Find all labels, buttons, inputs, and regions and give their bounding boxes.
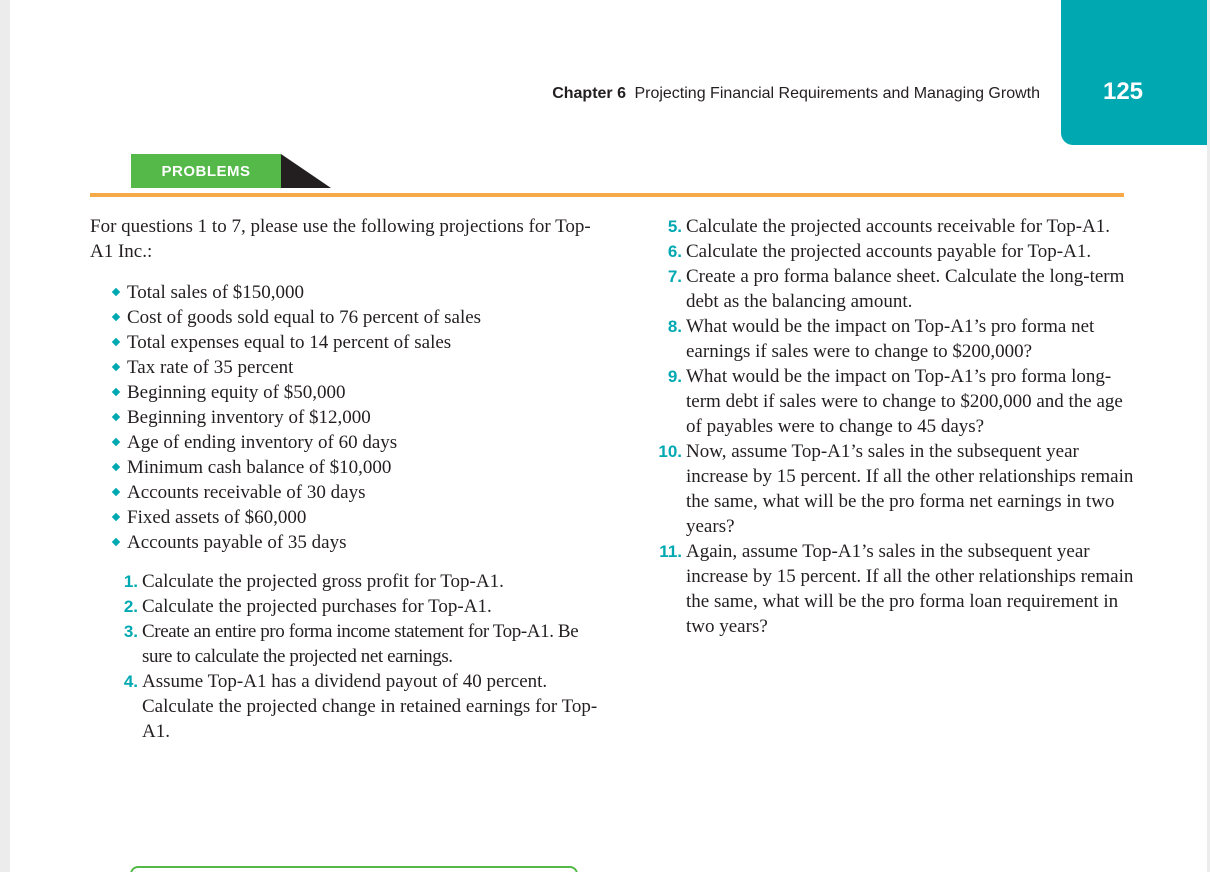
bullet-text: Age of ending inventory of 60 days (127, 432, 398, 453)
right-column (634, 214, 1134, 639)
question-number: 3. (123, 622, 138, 641)
question-item (634, 364, 1134, 439)
question-item (634, 214, 1134, 239)
left-column (90, 214, 610, 744)
question-number: 6. (667, 242, 682, 261)
question-number: 8. (667, 317, 682, 336)
bullet-text: Total sales of $150,000 (127, 282, 305, 303)
bullet-text: Fixed assets of $60,000 (127, 507, 307, 528)
list-item (112, 430, 610, 455)
question-text: Calculate the projected accounts receivable for Top-A1. (686, 216, 1111, 237)
list-item (112, 305, 610, 330)
question-number: 9. (667, 367, 682, 386)
question-text: Calculate the projected purchases for Top-A1. (142, 596, 492, 617)
diamond-bullet-icon (112, 488, 120, 496)
running-header (552, 85, 1040, 103)
section-divider (90, 193, 1124, 197)
projection-list (90, 280, 610, 555)
question-text: Now, assume Top-A1’s sales in the subsequent year increase by 15 percent. If all the other relationships remain the same, what will be the pro forma net earnings in two years? (686, 441, 1134, 537)
question-text: What would be the impact on Top-A1’s pro forma net earnings if sales were to change to $200,000? (686, 316, 1095, 362)
question-text: Create an entire pro forma income statement for Top-A1. Be sure to calculate the projected net earnings. (142, 621, 579, 667)
diamond-bullet-icon (112, 463, 120, 471)
question-item (634, 264, 1134, 314)
bullet-text: Beginning equity of $50,000 (127, 382, 346, 403)
next-section-box (130, 866, 578, 872)
bullet-text: Minimum cash balance of $10,000 (127, 457, 392, 478)
list-item (112, 355, 610, 380)
diamond-bullet-icon (112, 438, 120, 446)
list-item (112, 405, 610, 430)
question-item (90, 569, 610, 594)
question-text: What would be the impact on Top-A1’s pro forma long-term debt if sales were to change to $200,000 and the age of payables were to change to 45 days? (686, 366, 1123, 437)
question-number: 4. (123, 672, 138, 691)
question-number: 2. (123, 597, 138, 616)
bullet-text: Tax rate of 35 percent (127, 357, 294, 378)
diamond-bullet-icon (112, 388, 120, 396)
question-item (90, 594, 610, 619)
chapter-label: Chapter 6 (552, 85, 626, 102)
question-list-right (634, 214, 1134, 639)
bullet-text: Accounts receivable of 30 days (127, 482, 366, 503)
question-number: 10. (658, 442, 682, 461)
question-item (90, 669, 610, 744)
question-number: 1. (123, 572, 138, 591)
intro-paragraph: For questions 1 to 7, please use the following projections for Top-A1 Inc.: (90, 216, 591, 262)
question-list-left (90, 569, 610, 744)
question-number: 7. (667, 267, 682, 286)
page-number-tab (1061, 0, 1207, 145)
question-number: 5. (667, 217, 682, 236)
diamond-bullet-icon (112, 338, 120, 346)
list-item (112, 530, 610, 555)
document-page (10, 0, 1207, 872)
question-item (634, 539, 1134, 639)
section-label-wedge (281, 154, 331, 188)
list-item (112, 455, 610, 480)
question-text: Create a pro forma balance sheet. Calculate the long-term debt as the balancing amount. (686, 266, 1125, 312)
question-item (90, 619, 610, 669)
question-item (634, 314, 1134, 364)
bullet-text: Cost of goods sold equal to 76 percent of sales (127, 307, 482, 328)
page-number: 125 (1102, 78, 1144, 105)
diamond-bullet-icon (112, 513, 120, 521)
section-label: PROBLEMS (131, 154, 281, 188)
diamond-bullet-icon (112, 313, 120, 321)
diamond-bullet-icon (112, 413, 120, 421)
list-item (112, 380, 610, 405)
chapter-title: Projecting Financial Requirements and Managing Growth (634, 85, 1040, 102)
diamond-bullet-icon (112, 538, 120, 546)
list-item (112, 330, 610, 355)
list-item (112, 280, 610, 305)
question-item (634, 439, 1134, 539)
question-item (634, 239, 1134, 264)
question-text: Assume Top-A1 has a dividend payout of 40 percent. Calculate the projected change in retained earnings for Top-A1. (142, 671, 598, 742)
question-text: Calculate the projected gross profit for Top-A1. (142, 571, 504, 592)
bullet-text: Total expenses equal to 14 percent of sales (127, 332, 452, 353)
question-number: 11. (659, 542, 682, 561)
list-item (112, 480, 610, 505)
bullet-text: Beginning inventory of $12,000 (127, 407, 371, 428)
diamond-bullet-icon (112, 363, 120, 371)
question-text: Again, assume Top-A1’s sales in the subsequent year increase by 15 percent. If all the other relationships remain the same, what will be the pro forma loan requirement in two years? (686, 541, 1134, 637)
list-item (112, 505, 610, 530)
bullet-text: Accounts payable of 35 days (127, 532, 347, 553)
question-text: Calculate the projected accounts payable for Top-A1. (686, 241, 1092, 262)
diamond-bullet-icon (112, 288, 120, 296)
